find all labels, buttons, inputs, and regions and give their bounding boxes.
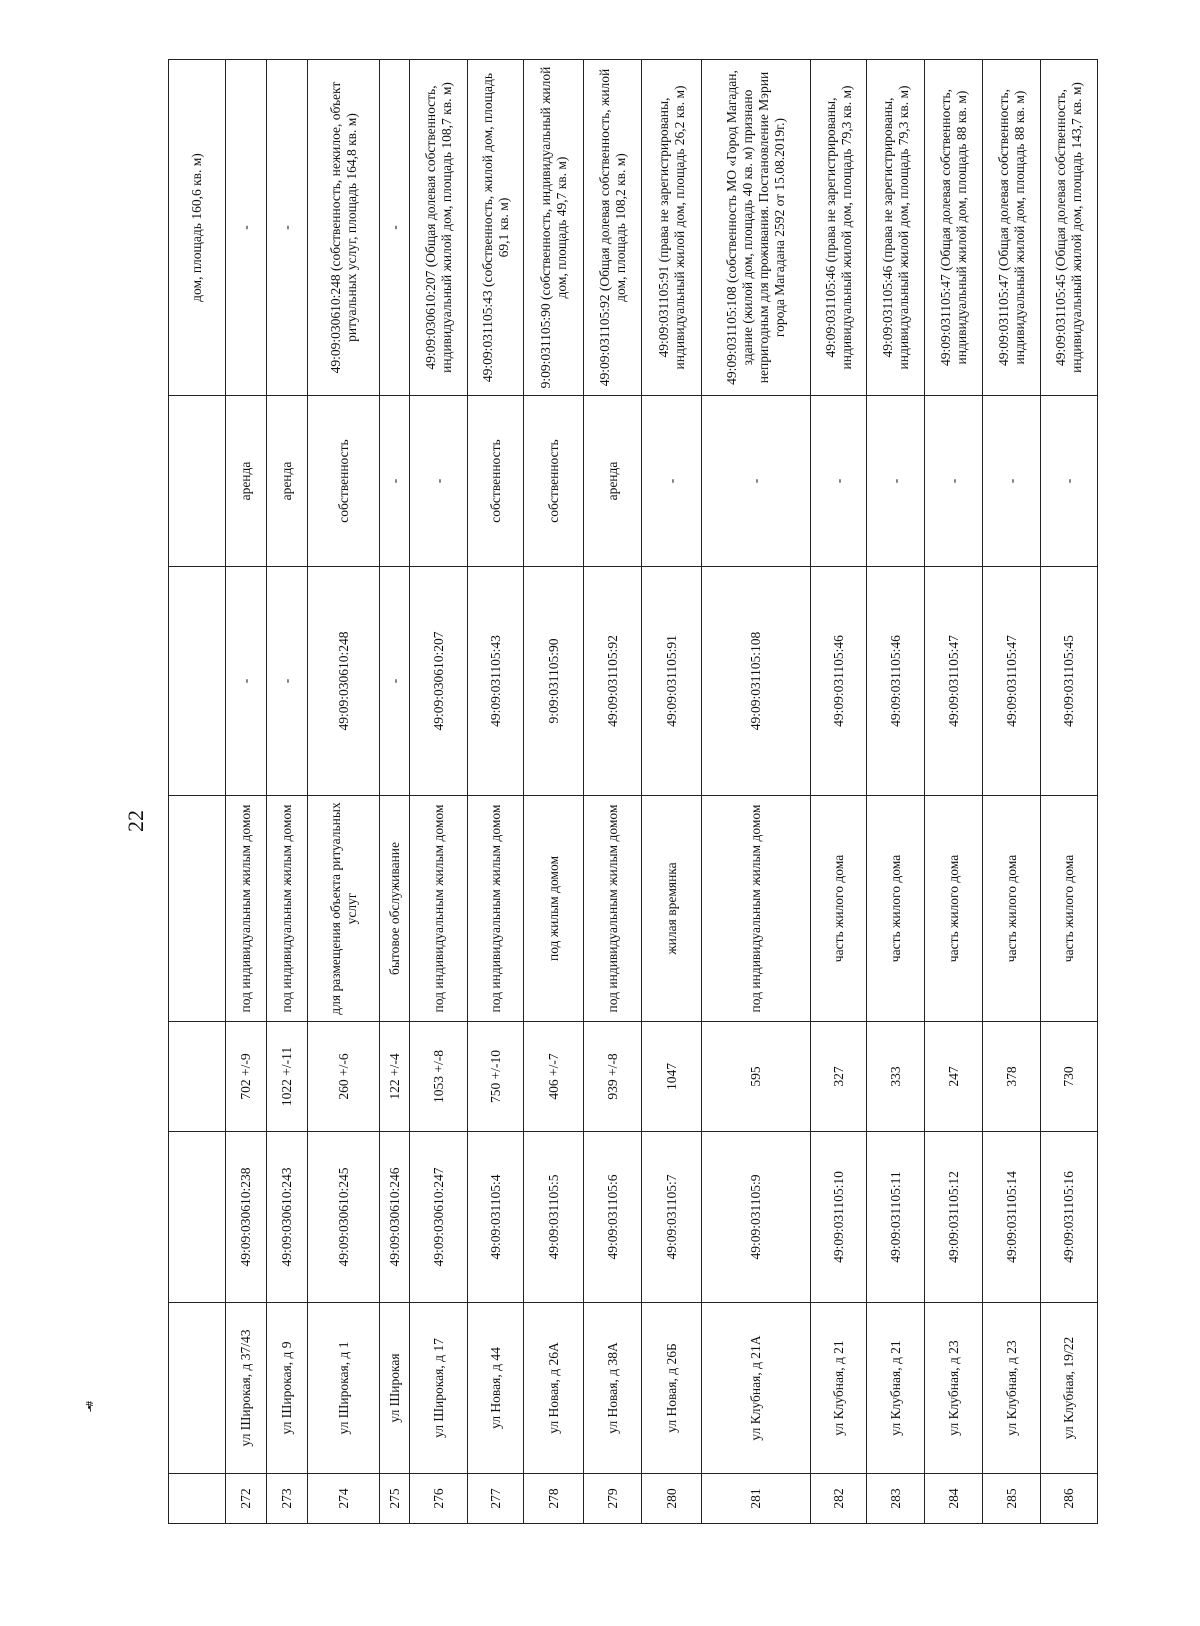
cell-use: под жилым домом	[524, 796, 584, 1022]
cell-building-cadastral: -	[267, 567, 308, 796]
cell-right: аренда	[584, 396, 642, 567]
cell-notes: -	[226, 60, 267, 396]
cell-right: -	[702, 396, 811, 567]
cell-number: 276	[410, 1474, 468, 1524]
cell-notes: дом, площадь 160,6 кв. м)	[169, 60, 226, 396]
table-row	[524, 60, 584, 1524]
cell-cadastral-plot: 49:09:031105:6	[584, 1132, 642, 1303]
cell-area: 939 +/-8	[584, 1022, 642, 1132]
table-row	[702, 60, 811, 1524]
cell-right: -	[867, 396, 925, 567]
cell-use: под индивидуальным жилым домом	[267, 796, 308, 1022]
cell-address: ул Клубная, д 21	[867, 1303, 925, 1474]
cell-building-cadastral: 49:09:030610:207	[410, 567, 468, 796]
cell-cadastral-plot: 49:09:031105:5	[524, 1132, 584, 1303]
cell-area: 750 +/-10	[468, 1022, 524, 1132]
cell-address: ул Клубная, 19/22	[1041, 1303, 1098, 1474]
cell-address: ул Новая, д 26А	[524, 1303, 584, 1474]
cell-cadastral-plot: 49:09:031105:7	[642, 1132, 702, 1303]
cell-area: 406 +/-7	[524, 1022, 584, 1132]
cell-building-cadastral: 49:09:031105:43	[468, 567, 524, 796]
cell-number	[169, 1474, 226, 1524]
cell-use: часть жилого дома	[1041, 796, 1098, 1022]
cell-address: ул Клубная, д 21А	[702, 1303, 811, 1474]
cell-address: ул Широкая, д 1	[308, 1303, 380, 1474]
cell-number: 285	[983, 1474, 1041, 1524]
page-number: 22	[123, 810, 148, 832]
cell-area: 1047	[642, 1022, 702, 1132]
cell-cadastral-plot: 49:09:030610:243	[267, 1132, 308, 1303]
cell-right	[169, 396, 226, 567]
cell-number: 282	[811, 1474, 867, 1524]
cell-right: -	[1041, 396, 1098, 567]
cell-cadastral-plot: 49:09:030610:246	[380, 1132, 410, 1303]
cell-number: 279	[584, 1474, 642, 1524]
cell-area: 333	[867, 1022, 925, 1132]
cell-notes: 9:09:031105:90 (собственность, индивидуальный жилой дом, площадь 49,7 кв. м)	[524, 60, 584, 396]
cell-building-cadastral: 49:09:031105:92	[584, 567, 642, 796]
cell-building-cadastral: 49:09:031105:91	[642, 567, 702, 796]
cell-cadastral-plot: 49:09:031105:4	[468, 1132, 524, 1303]
cell-use: под индивидуальным жилым домом	[468, 796, 524, 1022]
cell-address: ул Новая, д 38А	[584, 1303, 642, 1474]
table-row	[925, 60, 983, 1524]
cell-notes: -	[267, 60, 308, 396]
cell-use: под индивидуальным жилым домом	[584, 796, 642, 1022]
cell-cadastral-plot: 49:09:031105:10	[811, 1132, 867, 1303]
cell-address: ул Широкая, д 37/43	[226, 1303, 267, 1474]
cell-right: аренда	[226, 396, 267, 567]
cell-address: ул Широкая, д 9	[267, 1303, 308, 1474]
cell-notes: 49:09:031105:47 (Общая долевая собственность, индивидуальный жилой дом, площадь 88 кв. м)	[925, 60, 983, 396]
table-row	[1041, 60, 1098, 1524]
cell-use	[169, 796, 226, 1022]
cell-notes: 49:09:031105:91 (права не зарегистрированы, индивидуальный жилой дом, площадь 26,2 кв. м)	[642, 60, 702, 396]
table-body	[169, 60, 1098, 1524]
cell-notes: 49:09:031105:46 (права не зарегистрированы, индивидуальный жилой дом, площадь 79,3 кв. м)	[811, 60, 867, 396]
cell-use: часть жилого дома	[811, 796, 867, 1022]
cell-right: собственность	[524, 396, 584, 567]
continuation-row	[169, 60, 226, 1524]
cell-address: ул Новая, д 44	[468, 1303, 524, 1474]
cell-area: 1022 +/-11	[267, 1022, 308, 1132]
table-row	[867, 60, 925, 1524]
cell-building-cadastral: 49:09:030610:248	[308, 567, 380, 796]
cell-area: 247	[925, 1022, 983, 1132]
cell-use: часть жилого дома	[867, 796, 925, 1022]
cell-use: для размещения объекта ритуальных услуг	[308, 796, 380, 1022]
cell-cadastral-plot: 49:09:031105:12	[925, 1132, 983, 1303]
cell-number: 284	[925, 1474, 983, 1524]
table-row	[226, 60, 267, 1524]
cell-right: -	[642, 396, 702, 567]
cell-area: 1053 +/-8	[410, 1022, 468, 1132]
cell-building-cadastral: 49:09:031105:108	[702, 567, 811, 796]
scan-mark: -•#	[84, 1401, 96, 1412]
cell-cadastral-plot: 49:09:031105:16	[1041, 1132, 1098, 1303]
cell-area: 122 +/-4	[380, 1022, 410, 1132]
rotated-table-wrapper	[168, 60, 1098, 1524]
cell-right: собственность	[308, 396, 380, 567]
cell-right: -	[811, 396, 867, 567]
cell-number: 272	[226, 1474, 267, 1524]
cell-address: ул Широкая, д 17	[410, 1303, 468, 1474]
cell-notes: 49:09:030610:248 (собственность, нежилое, объект ритуальных услуг, площадь 164,8 кв. м)	[308, 60, 380, 396]
cell-number: 280	[642, 1474, 702, 1524]
cell-building-cadastral	[169, 567, 226, 796]
cell-address: ул Широкая	[380, 1303, 410, 1474]
table-row	[410, 60, 468, 1524]
cell-cadastral-plot: 49:09:030610:245	[308, 1132, 380, 1303]
cell-use: бытовое обслуживание	[380, 796, 410, 1022]
cell-building-cadastral: -	[380, 567, 410, 796]
table-row	[983, 60, 1041, 1524]
cell-cadastral-plot: 49:09:031105:14	[983, 1132, 1041, 1303]
cell-notes: 49:09:031105:47 (Общая долевая собственность, индивидуальный жилой дом, площадь 88 кв. м)	[983, 60, 1041, 396]
cell-number: 278	[524, 1474, 584, 1524]
cell-address: ул Клубная, д 21	[811, 1303, 867, 1474]
cell-use: часть жилого дома	[983, 796, 1041, 1022]
cell-right: -	[925, 396, 983, 567]
cell-right: собственность	[468, 396, 524, 567]
cell-number: 281	[702, 1474, 811, 1524]
cell-use: под индивидуальным жилым домом	[226, 796, 267, 1022]
cell-cadastral-plot: 49:09:031105:9	[702, 1132, 811, 1303]
cell-building-cadastral: -	[226, 567, 267, 796]
cell-area: 730	[1041, 1022, 1098, 1132]
cell-cadastral-plot: 49:09:030610:238	[226, 1132, 267, 1303]
cell-notes: 49:09:031105:108 (собственность МО «Город Магадан, здание (жилой дом, площадь 40 кв. м) признано непригодным для проживания. Постановление Мэрии города Магадана 2592 от 15.08.2019г.)	[702, 60, 811, 396]
cell-address: ул Новая, д 26Б	[642, 1303, 702, 1474]
cell-address: ул Клубная, д 23	[983, 1303, 1041, 1474]
cell-area: 378	[983, 1022, 1041, 1132]
cell-building-cadastral: 49:09:031105:47	[925, 567, 983, 796]
cell-number: 274	[308, 1474, 380, 1524]
cell-area: 595	[702, 1022, 811, 1132]
cell-use: под индивидуальным жилым домом	[410, 796, 468, 1022]
cell-area: 702 +/-9	[226, 1022, 267, 1132]
cell-number: 286	[1041, 1474, 1098, 1524]
table-row	[267, 60, 308, 1524]
land-registry-table	[168, 59, 1098, 1524]
cell-number: 273	[267, 1474, 308, 1524]
cell-notes: 49:09:031105:46 (права не зарегистрированы, индивидуальный жилой дом, площадь 79,3 кв. м)	[867, 60, 925, 396]
table-row	[308, 60, 380, 1524]
cell-cadastral-plot: 49:09:031105:11	[867, 1132, 925, 1303]
cell-notes: -	[380, 60, 410, 396]
cell-cadastral-plot: 49:09:030610:247	[410, 1132, 468, 1303]
cell-right: -	[983, 396, 1041, 567]
cell-building-cadastral: 49:09:031105:46	[811, 567, 867, 796]
cell-use: часть жилого дома	[925, 796, 983, 1022]
cell-notes: 49:09:031105:45 (Общая долевая собственность, индивидуальный жилой дом, площадь 143,7 кв. м)	[1041, 60, 1098, 396]
cell-right: аренда	[267, 396, 308, 567]
cell-building-cadastral: 49:09:031105:45	[1041, 567, 1098, 796]
table-row	[468, 60, 524, 1524]
cell-area: 260 +/-6	[308, 1022, 380, 1132]
cell-right: -	[410, 396, 468, 567]
table-row	[811, 60, 867, 1524]
cell-notes: 49:09:031105:43 (собственность, жилой дом, площадь 69,1 кв. м)	[468, 60, 524, 396]
cell-use: под индивидуальным жилым домом	[702, 796, 811, 1022]
cell-notes: 49:09:030610:207 (Общая долевая собственность, индивидуальный жилой дом, площадь 108,7 кв. м)	[410, 60, 468, 396]
table-row	[380, 60, 410, 1524]
table-row	[584, 60, 642, 1524]
cell-building-cadastral: 49:09:031105:46	[867, 567, 925, 796]
cell-use: жилая времянка	[642, 796, 702, 1022]
cell-building-cadastral: 49:09:031105:47	[983, 567, 1041, 796]
cell-number: 283	[867, 1474, 925, 1524]
cell-number: 277	[468, 1474, 524, 1524]
cell-area	[169, 1022, 226, 1132]
cell-building-cadastral: 9:09:031105:90	[524, 567, 584, 796]
cell-notes: 49:09:031105:92 (Общая долевая собственность, жилой дом, площадь 108,2 кв. м)	[584, 60, 642, 396]
cell-area: 327	[811, 1022, 867, 1132]
cell-cadastral-plot	[169, 1132, 226, 1303]
cell-address	[169, 1303, 226, 1474]
cell-right: -	[380, 396, 410, 567]
cell-address: ул Клубная, д 23	[925, 1303, 983, 1474]
cell-number: 275	[380, 1474, 410, 1524]
table-row	[642, 60, 702, 1524]
